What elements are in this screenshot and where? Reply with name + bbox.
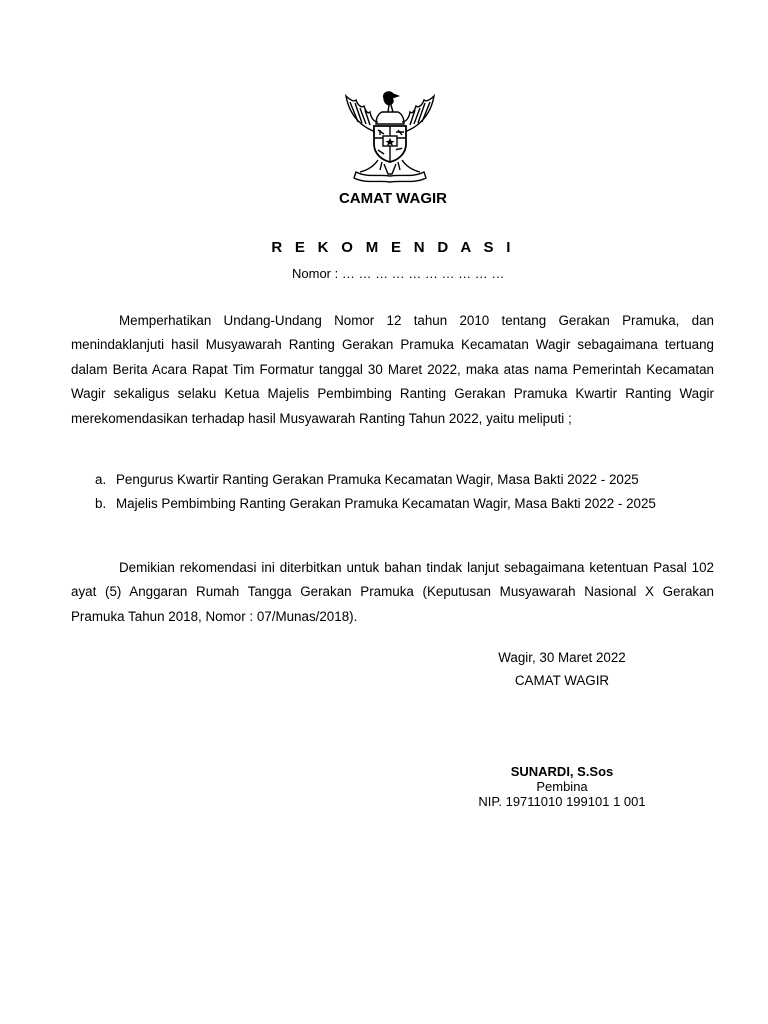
list-item-marker: b. [95, 496, 107, 512]
document-title: R E K O M E N D A S I [271, 239, 515, 256]
office-heading: CAMAT WAGIR [338, 190, 448, 207]
garuda-emblem-icon [338, 88, 442, 186]
signatory-name: SUNARDI, S.Sos [510, 764, 614, 779]
list-item [71, 492, 714, 516]
recommendation-list [71, 468, 714, 517]
list-item-marker: a. [95, 472, 107, 487]
signature-title: CAMAT WAGIR [514, 673, 610, 688]
closing-paragraph: Demikian rekomendasi ini diterbitkan untuk bahan tindak lanjut sebagaimana ketentuan Pasal 102 ayat (5) Anggaran Rumah Tangga Gerakan Pramuka (Keputusan Musyawarah Nasional X Gerakan Pramuka Tahun 2018, Nomor : 07/Munas/2018). [71, 560, 714, 624]
list-item-text: Pengurus Kwartir Ranting Gerakan Pramuka Kecamatan Wagir, Masa Bakti 2022 - 2025 [116, 472, 639, 487]
list-item [71, 468, 714, 492]
signature-place-date: Wagir, 30 Maret 2022 [498, 650, 626, 665]
opening-paragraph: Memperhatikan Undang-Undang Nomor 12 tahun 2010 tentang Gerakan Pramuka, dan menindaklanjuti hasil Musyawarah Ranting Gerakan Pramuka Kecamatan Wagir sebagaimana tertuang dalam Berita Acara Rapat Tim Formatur tanggal 30 Maret 2022, maka atas nama Pemerintah Kecamatan Wagir sekaligus selaku Ketua Majelis Pembimbing Ranting Gerakan Pramuka Kwartir Ranting Wagir merekomendasikan terhadap hasil Musyawarah Ranting Tahun 2022, yaitu meliputi ; [71, 313, 714, 426]
list-item-text: Majelis Pembimbing Ranting Gerakan Pramuka Kecamatan Wagir, Masa Bakti 2022 - 2025 [116, 496, 656, 512]
signatory-rank: Pembina [536, 779, 588, 794]
document-number: Nomor : … … … … … … … … … … [292, 266, 505, 281]
signatory-nip: NIP. 19711010 199101 1 001 [478, 794, 646, 809]
